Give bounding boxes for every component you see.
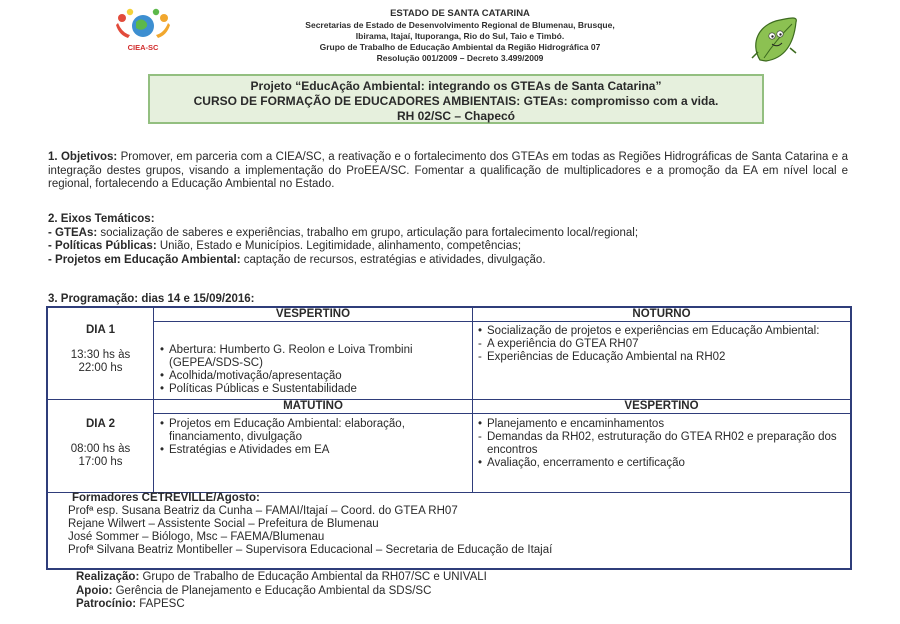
trainer-line: Rejane Wilwert – Assistente Social – Prefeitura de Blumenau	[68, 518, 379, 530]
program-title: 3. Programação: dias 14 e 15/09/2016:	[48, 293, 255, 305]
objectives-section	[48, 151, 848, 192]
list-item: • Projetos em Educação Ambiental: elaboração, financiamento, divulgação	[160, 418, 468, 444]
objectives-text: Promover, em parceria com a CIEA/SC, a reativação e o fortalecimento dos GTEAs em todas as Regiões Hidrográficas de Santa Catarina e a integração destes grupos, visando a implementação do ProEEA/SC. Fomentar a qualificação de multiplicadores e a promoção da EA em nível local e regional, fortalecendo a Educação Ambiental no Estado.	[48, 151, 848, 190]
day2-col2-header: VESPERTINO	[473, 400, 850, 414]
project-title-box	[148, 74, 764, 124]
trainers-block	[68, 492, 828, 557]
project-line3: RH 02/SC – Chapecó	[396, 109, 516, 123]
objectives-label: 1. Objetivos:	[48, 151, 118, 163]
day1-col1-list	[160, 344, 468, 396]
list-item: • Acolhida/motivação/apresentação	[160, 370, 468, 383]
day1-time-end: 22:00 hs	[78, 362, 123, 374]
header-line: Grupo de Trabalho de Educação Ambiental da Região Hidrográfica 07	[319, 42, 601, 52]
day2-time-end: 17:00 hs	[78, 456, 123, 468]
header-line: Ibirama, Itajaí, Ituporanga, Rio do Sul, Taio e Timbó.	[355, 31, 565, 41]
day1-col2-list	[478, 325, 846, 364]
leaf-mascot-logo	[746, 14, 802, 66]
axes-item: - Políticas Públicas: União, Estado e Municípios. Legitimidade, alinhamento, competências;	[48, 240, 522, 252]
axes-title: 2. Eixos Temáticos:	[48, 213, 155, 225]
axes-item: - GTEAs: socialização de saberes e experiências, trabalho em grupo, articulação para fortalecimento local/regional;	[48, 226, 639, 239]
day2-col1-header: MATUTINO	[154, 400, 472, 414]
list-item: - Demandas da RH02, estruturação do GTEA RH02 e preparação dos encontros	[478, 431, 846, 457]
state-title: ESTADO DE SANTA CATARINA	[390, 8, 530, 19]
axes-section	[48, 213, 848, 267]
axes-item: - Projetos em Educação Ambiental: captação de recursos, estratégias e atividades, divulgação.	[48, 253, 546, 266]
list-item: • Abertura: Humberto G. Reolon e Loiva Trombini (GEPEA/SDS-SC)	[160, 344, 468, 370]
project-line1: Projeto “EducAção Ambiental: integrando os GTEAs de Santa Catarina”	[250, 79, 662, 93]
credits-block	[76, 571, 836, 612]
ciea-sc-logo	[110, 6, 176, 56]
document-header	[210, 8, 710, 64]
list-item: - Experiências de Educação Ambiental na RH02	[478, 351, 846, 364]
list-item: • Estratégias e Atividades em EA	[160, 444, 468, 457]
credit-line: Apoio: Gerência de Planejamento e Educação Ambiental da SDS/SC	[76, 584, 432, 597]
trainer-line: Profª Silvana Beatriz Montibeller – Supervisora Educacional – Secretaria de Educação de Itajaí	[68, 544, 553, 556]
day2-time-start: 08:00 hs às	[70, 443, 131, 455]
credit-line: Realização: Grupo de Trabalho de Educação Ambiental da RH07/SC e UNIVALI	[76, 571, 487, 583]
program-table	[46, 306, 852, 570]
day2-col2-list	[478, 418, 846, 470]
day2-cell	[48, 418, 153, 469]
day1-col2-header: NOTURNO	[473, 308, 850, 322]
list-item: • Socialização de projetos e experiências em Educação Ambiental:	[478, 325, 846, 338]
day1-cell	[48, 324, 153, 375]
header-line: Secretarias de Estado de Desenvolvimento Regional de Blumenau, Brusque,	[305, 20, 615, 30]
day2-col1-list	[160, 418, 468, 457]
trainer-line: José Sommer – Biólogo, Msc – FAEMA/Blumenau	[68, 531, 325, 543]
trainers-title: Formadores CETREVILLE/Agosto:	[72, 492, 260, 504]
list-item: • Planejamento e encaminhamentos	[478, 418, 846, 431]
trainer-line: Profª esp. Susana Beatriz da Cunha – FAMAI/Itajaí – Coord. do GTEA RH07	[68, 505, 458, 517]
logo-left-text: CIEA-SC	[127, 43, 159, 52]
day1-col1-header: VESPERTINO	[154, 308, 472, 322]
day1-time-start: 13:30 hs às	[70, 349, 131, 361]
project-line2: CURSO DE FORMAÇÃO DE EDUCADORES AMBIENTAIS: GTEAs: compromisso com a vida.	[193, 94, 719, 108]
list-item: • Avaliação, encerramento e certificação	[478, 457, 846, 470]
header-line: Resolução 001/2009 – Decreto 3.499/2009	[376, 53, 544, 63]
credit-line: Patrocínio: FAPESC	[76, 598, 185, 610]
day1-label: DIA 1	[86, 324, 115, 336]
day2-label: DIA 2	[86, 418, 115, 430]
list-item: - A experiência do GTEA RH07	[478, 338, 846, 351]
list-item: • Políticas Públicas e Sustentabilidade	[160, 383, 468, 396]
